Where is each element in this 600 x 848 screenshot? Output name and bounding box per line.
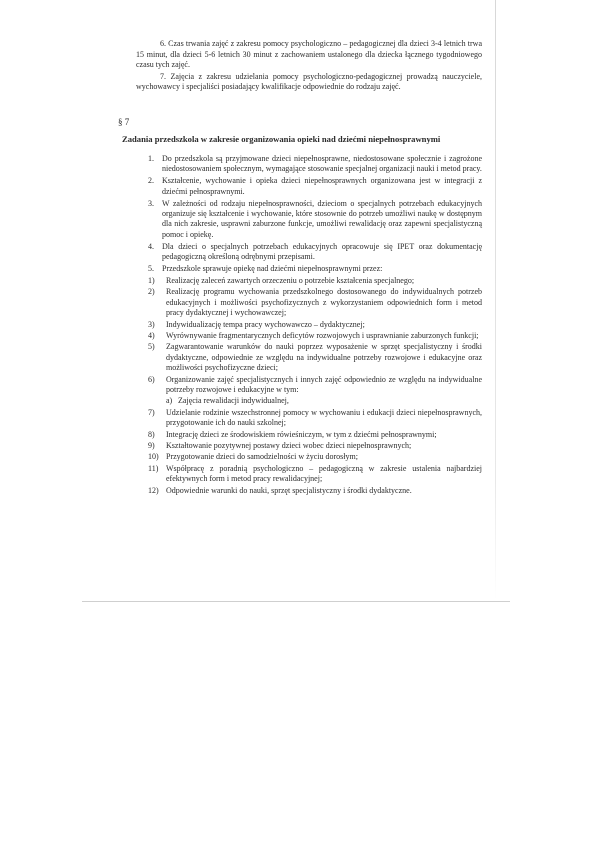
list-item [148,242,482,263]
sub-list-item [148,342,482,373]
sub-list-item [148,287,482,318]
item-number: 5. [148,264,154,274]
sub-item-number: 4) [148,331,155,340]
item-text: Dla dzieci o specjalnych potrzebach edukacyjnych opracowuje się IPET oraz dokumentację pedagogiczną określoną odrębnymi przepisami. [162,241,482,262]
item-text: Do przedszkola są przyjmowane dzieci niepełnosprawne, niedostosowane społecznie i zagrożone niedostosowaniem społecznym, wymagające stosowanie specjalnej organizacji nauki i metod pracy. [162,154,482,174]
section-heading: Zadania przedszkola w zakresie organizowania opieki nad dziećmi niepełnosprawnymi [122,134,441,144]
sub-item-text: Integrację dzieci ze środowiskiem rówieśniczym, w tym z dziećmi pełnosprawnymi; [166,429,437,439]
sub-item-text: Realizację zaleceń zawartych orzeczeniu o potrzebie kształcenia specjalnego; [166,275,415,285]
sub-item-text: Zagwarantowanie warunków do nauki poprzez wyposażenie w sprzęt specjalistyczny i środki dydaktyczne, odpowiednie ze względu na indywidualne potrzeby rozwojowe i edukacyjne oraz możliwości psychofizyczne dzieci; [166,342,482,373]
sub-item-number: 1) [148,275,155,285]
item-number: 2. [148,176,154,186]
paragraph-6: 6. Czas trwania zajęć z zakresu pomocy psychologiczno – pedagogicznej dla dzieci 3-4 letnich trwa 15 minut, dla dzieci 5-6 letnich 30 minut z zachowaniem ustalonego dla dziecka łącznego tygodniowego czasu tych zajęć. [136,39,482,70]
sub-item-number: 12) [148,485,159,495]
sub-item-number: 3) [148,319,155,329]
sub-list-item [148,276,482,286]
item-text: Przedszkole sprawuje opiekę nad dziećmi niepełnosprawnymi przez: [162,264,383,274]
item-number: 1. [148,154,154,163]
sub-list-item [148,408,482,429]
sub-list-item [148,331,482,341]
item-number: 4. [148,241,154,251]
sub-item-text: Udzielanie rodzinie wszechstronnej pomocy w wychowaniu i edukacji dzieci niepełnosprawnych, przygotowanie ich do nauki szkolnej; [166,407,482,428]
sub-item-number: 2) [148,287,155,297]
binding-shadow-line [495,0,496,600]
item-text: W zależności od rodzaju niepełnosprawności, dzieciom o specjalnych potrzebach edukacyjnych organizuje się kształcenie i wychowanie, które stosownie do potrzeb umożliwi naukę w dostępnym dla nich zakresie, usprawni zaburzone funkcje, umożliwi rewalidację oraz zapewni specjalistyczną pomoc i opiekę. [162,198,482,239]
section-mark: § 7 [118,117,130,127]
nested-item-letter: a) [166,396,173,406]
list-item [148,199,482,241]
sub-list-item [148,430,482,440]
sub-item-text: Indywidualizację tempa pracy wychowawczo – dydaktycznej; [166,319,365,329]
sub-item-text: Wyrównywanie fragmentarycznych deficytów rozwojowych i usprawnianie zaburzonych funkcji; [166,331,479,340]
sub-item-number: 6) [148,374,155,384]
sub-list-item [148,452,482,462]
sub-list [148,276,482,496]
item-number: 3. [148,198,154,208]
sub-list-item [148,320,482,330]
numbered-list [148,154,482,497]
sub-item-text: Przygotowanie dzieci do samodzielności w życiu dorosłym; [166,452,358,462]
sub-item-text: Organizowanie zajęć specjalistycznych i innych zajęć odpowiednio ze względu na indywidualne potrzeby rozwojowe i edukacyjne w tym: [166,374,482,395]
sub-item-number: 9) [148,441,155,451]
top-paragraphs [136,39,482,94]
sub-list-item [148,486,482,496]
list-item [148,264,482,274]
sub-item-text: Kształtowanie pozytywnej postawy dzieci wobec dzieci niepełnosprawnych; [166,441,412,451]
list-item [148,176,482,197]
sub-item-text: Realizację programu wychowania przedszkolnego dostosowanego do indywidualnych potrzeb edukacyjnych i możliwości psychofizycznych z wykorzystaniem odpowiednich form i metod pracy dydaktycznej i wychowawczej; [166,287,482,318]
sub-list-item [148,464,482,485]
sub-item-number: 8) [148,429,155,439]
sub-item-text: Współpracę z poradnią psychologiczno – pedagogiczną w zakresie ustalenia najbardziej efektywnych form i metod pracy rewalidacyjnej; [166,463,482,484]
sub-item-number: 7) [148,407,155,417]
sub-list-item [148,441,482,451]
sub-item-number: 11) [148,463,159,473]
page-bottom-line [82,601,510,602]
list-item [148,154,482,175]
sub-item-number: 5) [148,342,155,352]
sub-item-text: Odpowiednie warunki do nauki, sprzęt specjalistyczny i środki dydaktyczne. [166,485,412,495]
nested-list-item [166,396,482,406]
sub-list-item [148,375,482,396]
nested-item-text: Zajęcia rewalidacji indywidualnej, [178,396,289,406]
sub-item-number: 10) [148,452,159,462]
paragraph-7: 7. Zajęcia z zakresu udzielania pomocy psychologiczno-pedagogicznej prowadzą nauczyciele, wychowawcy i specjaliści posiadający kwalifikacje odpowiednie do rodzaju zajęć. [136,71,482,92]
item-text: Kształcenie, wychowanie i opieka dzieci niepełnosprawnych organizowana jest w integracji z dziećmi pełnosprawnymi. [162,176,482,196]
